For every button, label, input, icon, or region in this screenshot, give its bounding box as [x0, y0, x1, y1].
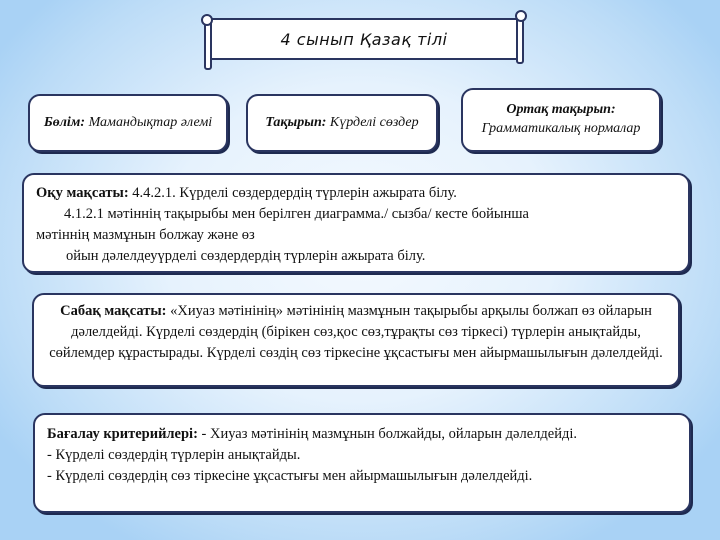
assessment-criteria-box — [33, 413, 691, 513]
common-topic-box — [461, 88, 661, 152]
learning-objectives-line2: 4.1.2.1 мәтіннің тақырыбы мен берілген диаграмма./ сызба/ кесте бойынша — [64, 206, 529, 223]
section-value: Мамандықтар әлемі — [88, 114, 213, 130]
assessment-criteria-line3: - Күрделі сөздердің сөз тіркесіне ұқсастығы мен айырмашылығын дәлелдейді. — [47, 468, 533, 485]
learning-objectives-line3: мәтіннің мазмұнын болжау және өз — [36, 227, 255, 244]
common-topic-label: Ортақ тақырып: — [506, 102, 616, 118]
lesson-objectives-text: «Хиуаз мәтінінің» мәтінінің мазмұнын тақырыбы арқылы болжап өз ойларын дәлелдейді. Күрделі сөздердің (бірікен сөз,қос сөз,тұрақты сөз тіркесі) түрлерін анықтайды, сөйлемдер құрастырады. Күрделі сөздің сөз тіркесіне ұқсастығы мен айырмашылығын дәлелдейді. — [49, 303, 663, 362]
scroll-roll-left — [204, 20, 212, 70]
learning-objectives-line4: ойын дәлелдеуүрделі сөздердердің түрлерін ажырата білу. — [66, 248, 426, 265]
assessment-criteria-line1: - Хиуаз мәтінінің мазмұнын болжайды, ойларын дәлелдейді. — [197, 426, 578, 442]
section-label: Бөлім: — [43, 114, 86, 130]
lesson-objectives-box — [32, 293, 680, 387]
learning-objectives-label: Оқу мақсаты: — [36, 185, 129, 201]
lesson-objectives-label: Сабақ мақсаты: — [60, 303, 167, 319]
title-scroll-banner — [205, 18, 523, 60]
topic-value: Күрделі сөздер — [329, 114, 419, 130]
topic-box — [246, 94, 438, 152]
assessment-criteria-line2: - Күрделі сөздердің түрлерін анықтайды. — [47, 447, 301, 464]
scroll-knob-left — [201, 14, 213, 26]
assessment-criteria-label: Бағалау критерийлері: — [47, 426, 198, 442]
topic-label: Тақырып: — [265, 114, 327, 130]
learning-objectives-box — [22, 173, 690, 273]
common-topic-value: Грамматикалық нормалар — [481, 121, 641, 136]
section-box — [28, 94, 228, 152]
scroll-knob-right — [515, 10, 527, 22]
learning-objectives-line1: 4.4.2.1. Күрделі сөздердердің түрлерін ажырата білу. — [128, 185, 457, 201]
page-title: 4 сынып Қазақ тілі — [280, 29, 448, 49]
